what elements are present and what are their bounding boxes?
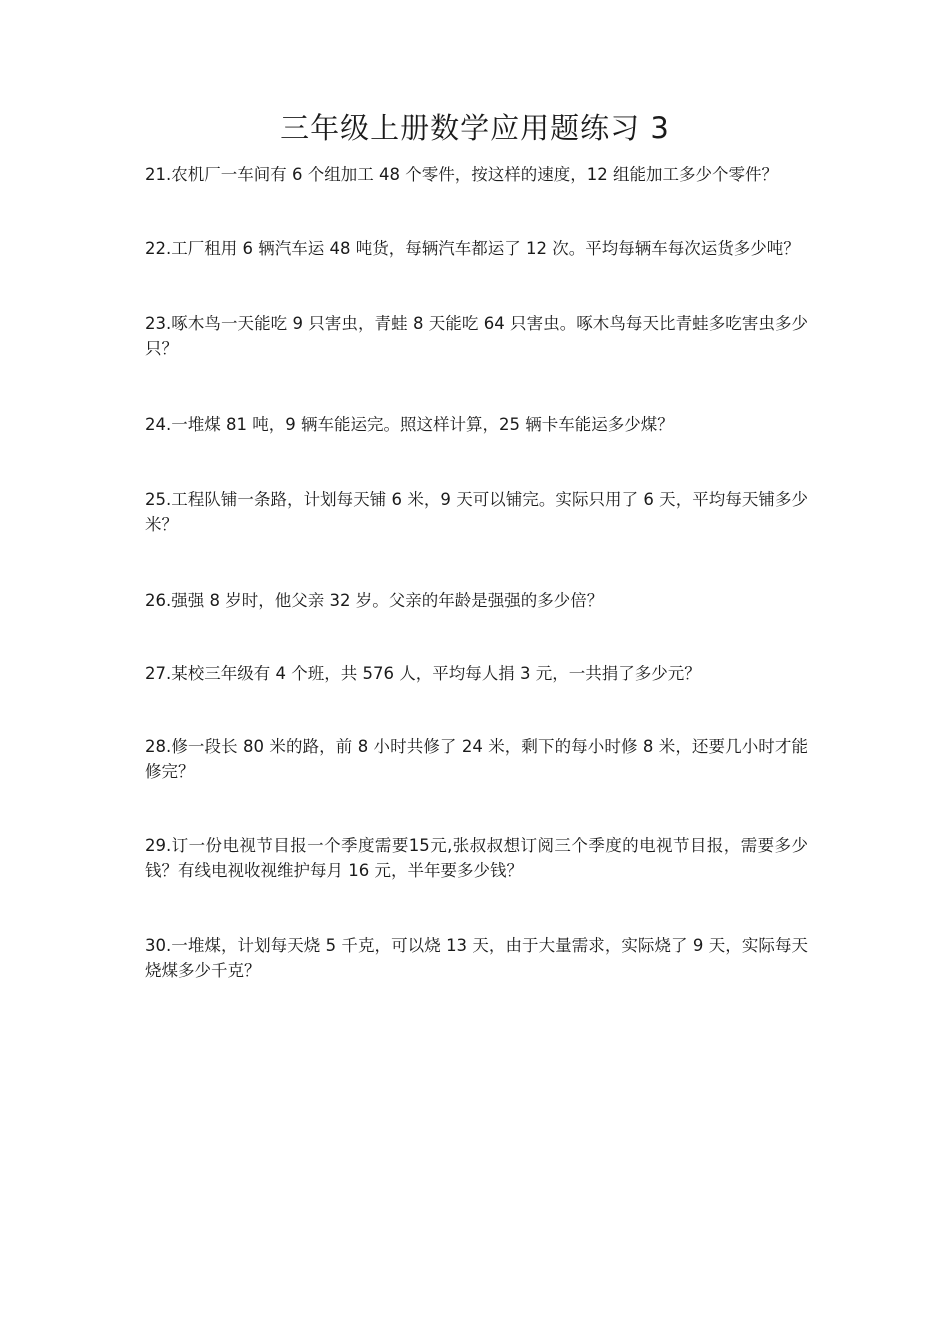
question-22: 22.工厂租用 6 辆汽车运 48 吨货，每辆汽车都运了 12 次。平均每辆车每次运货多少吨？ [145, 239, 800, 258]
question-25: 25.工程队铺一条路，计划每天铺 6 米，9 天可以铺完。实际只用了 6 天，平均每天铺多少米？ [145, 490, 808, 534]
page-title: 三年级上册数学应用题练习 3 [280, 111, 670, 145]
question-21: 21.农机厂一车间有 6 个组加工 48 个零件，按这样的速度，12 组能加工多少个零件？ [145, 165, 778, 184]
question-28: 28.修一段长 80 米的路，前 8 小时共修了 24 米，剩下的每小时修 8 米，还要几小时才能修完？ [145, 737, 808, 781]
question-24: 24.一堆煤 81 吨，9 辆车能运完。照这样计算，25 辆卡车能运多少煤？ [145, 415, 674, 434]
question-30: 30.一堆煤，计划每天烧 5 千克，可以烧 13 天，由于大量需求，实际烧了 9 天，实际每天烧煤多少千克？ [145, 936, 808, 980]
question-26: 26.强强 8 岁时，他父亲 32 岁。父亲的年龄是强强的多少倍？ [145, 591, 604, 610]
question-27: 27.某校三年级有 4 个班，共 576 人，平均每人捐 3 元，一共捐了多少元？ [145, 664, 701, 683]
question-23: 23.啄木鸟一天能吃 9 只害虫，青蛙 8 天能吃 64 只害虫。啄木鸟每天比青蛙多吃害虫多少只？ [145, 314, 808, 358]
question-list [145, 162, 808, 983]
question-29: 29.订一份电视节目报一个季度需要15元,张叔叔想订阅三个季度的电视节目报，需要多少钱？有线电视收视维护每月 16 元，半年要多少钱？ [145, 836, 808, 880]
